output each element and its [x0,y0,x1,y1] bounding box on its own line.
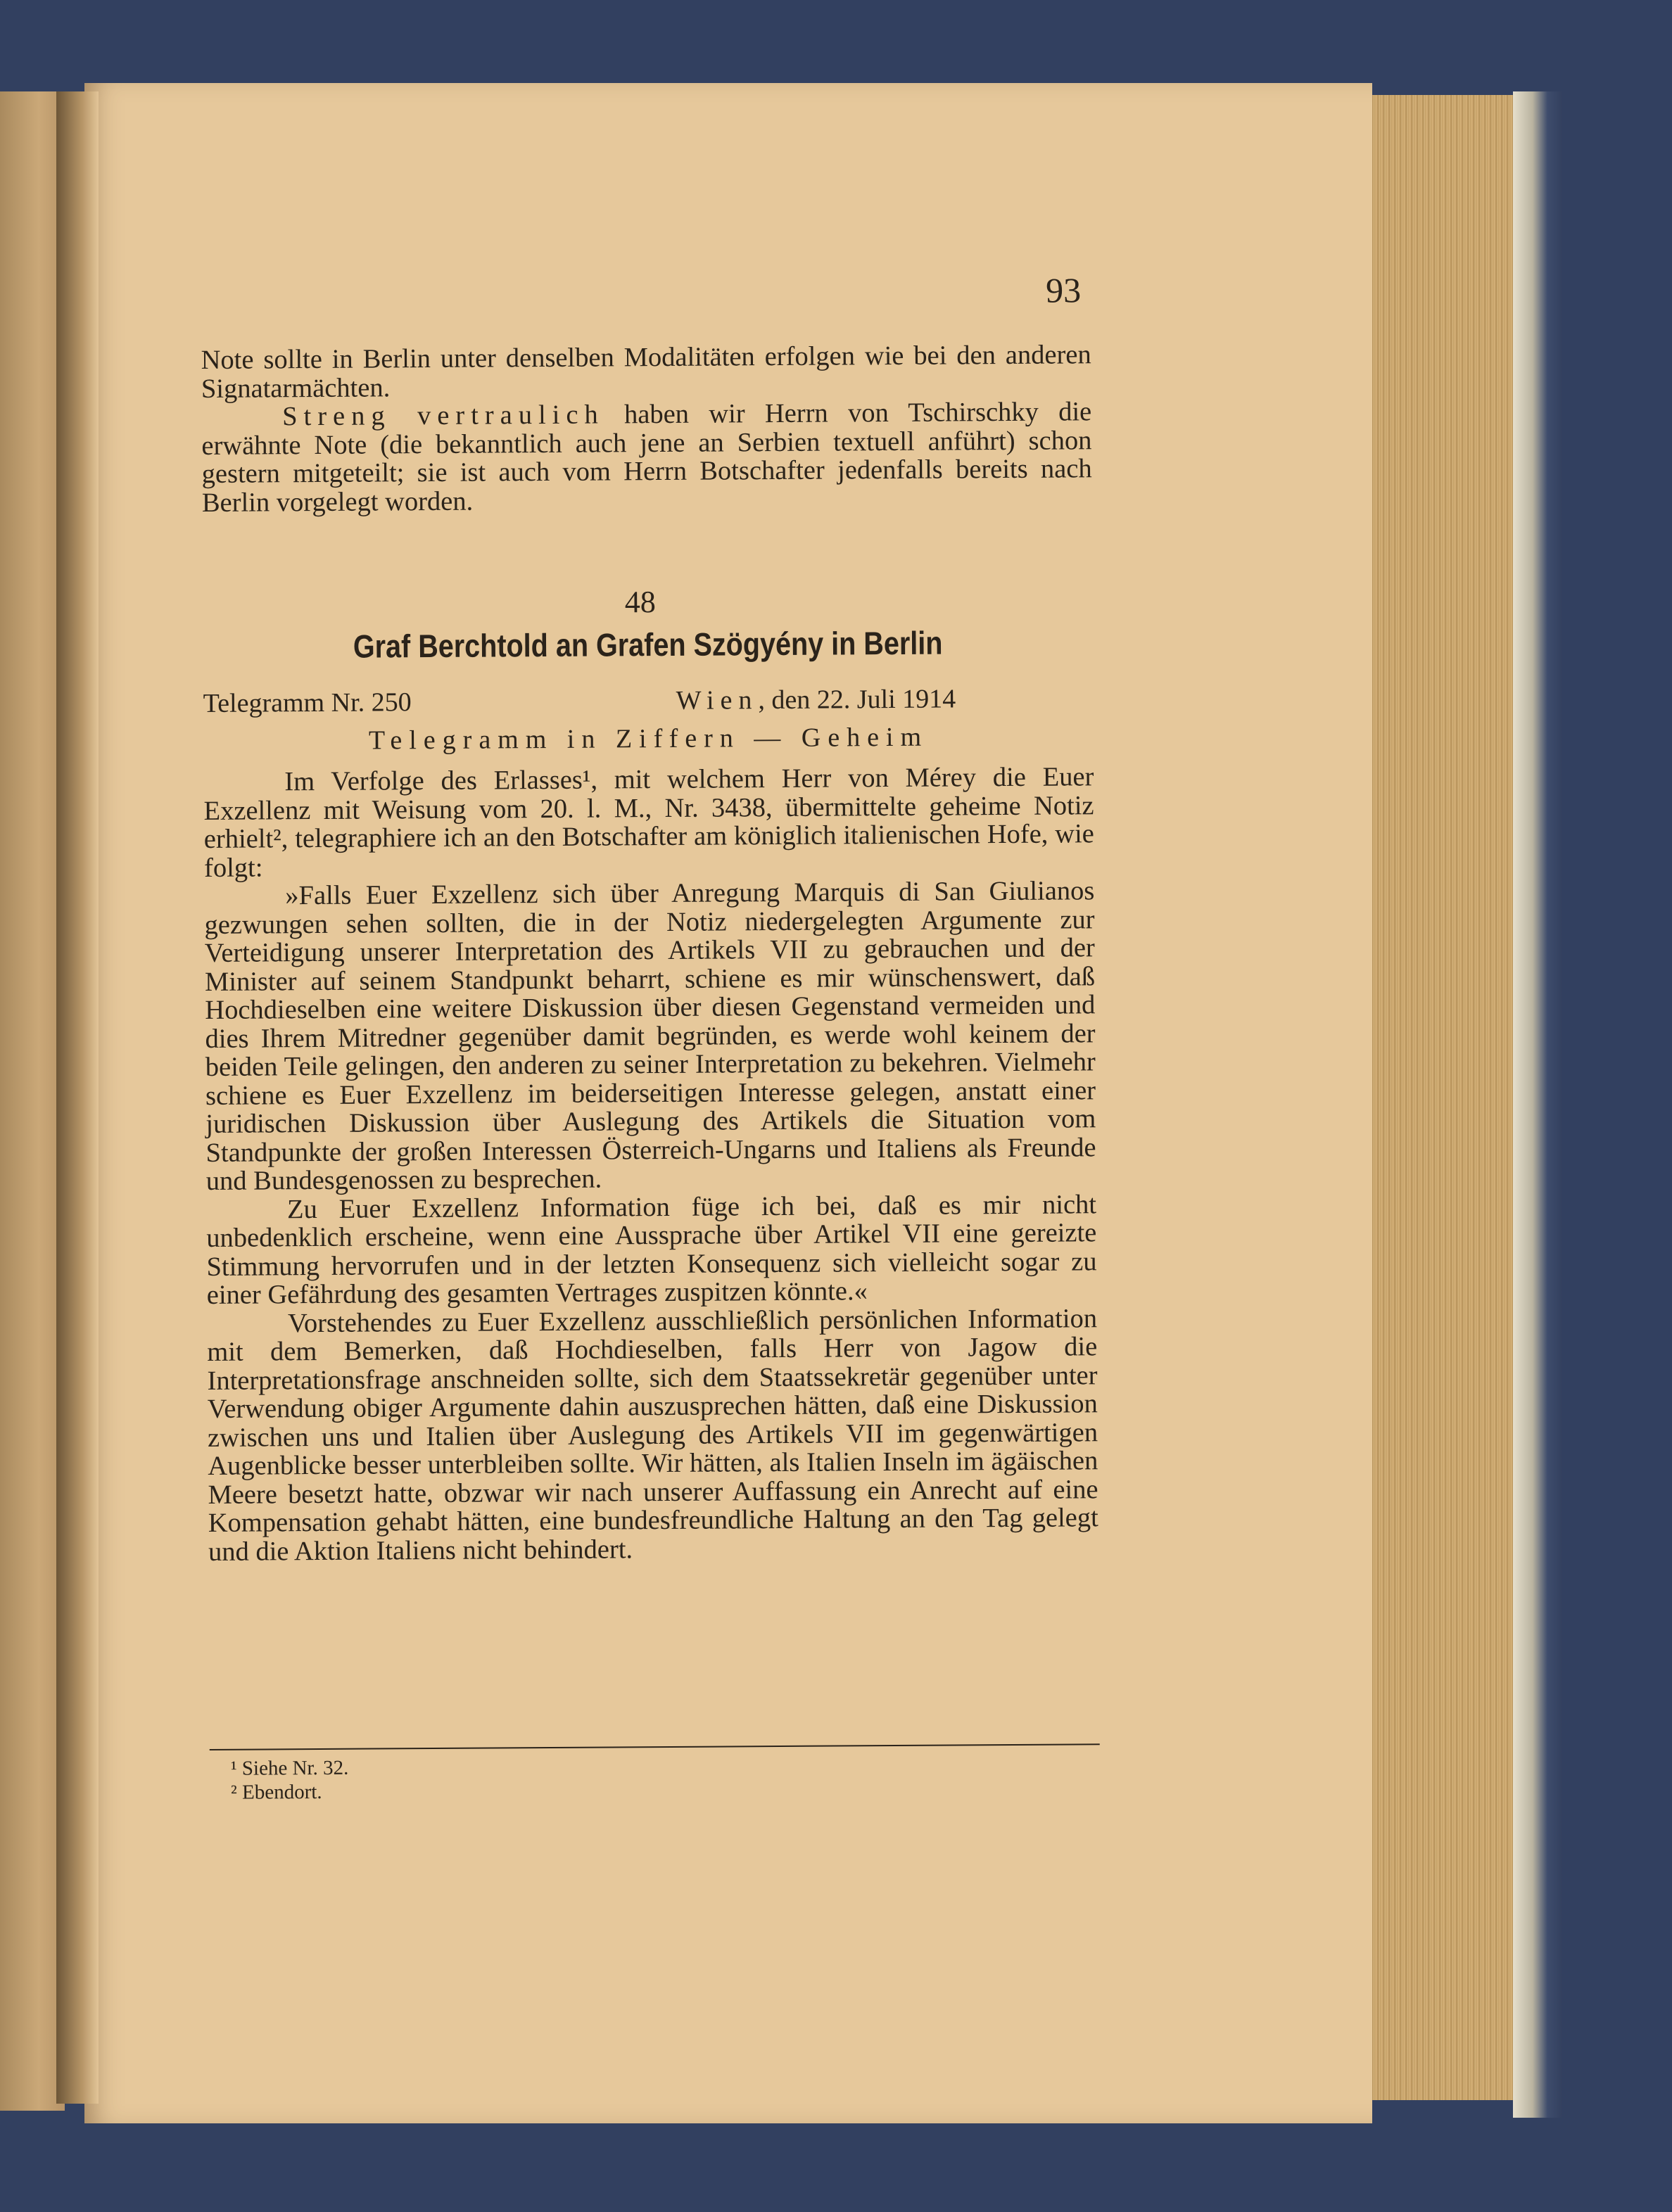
page-block-edges [1362,95,1518,2100]
paragraph: Vorstehendes zu Euer Exzellenz ausschließlich persönlichen Information mit dem Bemerken, daß Hochdieselben, falls Herr von Jagow die Interpretationsfrage anschneiden sollte, sich dem Staatssekretär gegenüber unter Verwendung obiger Argumente dahin auszusprechen hätten, daß eine Diskussion zwischen uns und Italien über Auslegung des Artikels VII im gegenwärtigen Augenblicke besser unterbleiben sollte. Wir hätten, als Italien Inseln im ägäischen Meere besetzt hatte, obzwar wir nach unserer Auffassung ein Anrecht auf eine Kompensation gehabt hätten, eine bundesfreundliche Haltung an den Tag gelegt und die Aktion Italiens nicht behindert. [207,1303,1098,1567]
left-page-edge [0,91,65,2111]
spaced-emphasis: Streng vertraulich [282,400,604,432]
telegram-number: Telegramm Nr. 250 [203,687,412,718]
footnote: ¹ Siehe Nr. 32. [230,1756,349,1780]
paragraph: Streng vertraulich haben wir Herrn von Tschirschky die erwähnte Note (die bekanntlich auch jene an Serbien textuell anführt) schon gestern mitgeteilt; sie ist auch vom Herrn Botschafter jedenfalls bereits nach Berlin vorgelegt worden. [201,397,1092,518]
footnote: ² Ebendort. [231,1780,322,1804]
paragraph: Zu Euer Exzellenz Information füge ich bei, daß es mir nicht unbedenklich erscheine, wenn eine Aussprache über Artikel VII eine gereizte Stimmung hervorrufen und in der letzten Konsequenz sich vielleicht sogar zu einer Gefährdung des gesamten Vertrages zuspitzen könnte.« [206,1189,1097,1310]
paragraph: »Falls Euer Exzellenz sich über Anregung Marquis di San Giulianos gezwungen sehen sollten, die in der Notiz niedergelegten Argumente zur Verteidigung unserer Interpretation des Artikels VII zu gebrauchen und der Minister auf seinem Standpunkt beharrt, schiene es mir wünschenswert, daß Hochdieselben eine weitere Diskussion über diesen Gegenstand vermeiden und dies Ihrem Mitredner gegenüber damit begründen, es werde wohl keinem der beiden Teile gelingen, den anderen zu seiner Interpretation zu bekehren. Vielmehr schiene es Euer Exzellenz im beiderseitigen Interesse gelegen, anstatt einer juridischen Diskussion über Auslegung des Artikels die Situation vom Standpunkte der großen Interessen Österreich-Ungarns und Italiens als Freunde und Bundesgenossen zu besprechen. [204,876,1096,1196]
page-gutter [56,91,99,2104]
document-body [203,763,1098,1566]
page-number: 93 [1045,270,1082,310]
paragraph: Im Verfolge des Erlasses¹, mit welchem Herr von Mérey die Euer Exzellenz mit Weisung vom 20. l. M., Nr. 3438, übermittelte geheime Notiz erhielt², telegraphiere ich an den Botschafter am königlich italienischen Hofe, wie folgt: [203,762,1094,883]
document-heading: Graf Berchtold an Grafen Szögyény in Berlin [353,624,943,665]
telegram-subheading: Telegramm in Ziffern — Geheim [368,722,929,756]
telegram-date: Wien, den 22. Juli 1914 [676,684,956,716]
cover-spine-edge [1513,91,1562,2118]
document-number: 48 [624,585,656,620]
paragraph: Note sollte in Berlin unter denselben Modalitäten erfolgen wie bei den anderen Signatarmächten. [201,340,1091,404]
top-section [201,341,1092,517]
